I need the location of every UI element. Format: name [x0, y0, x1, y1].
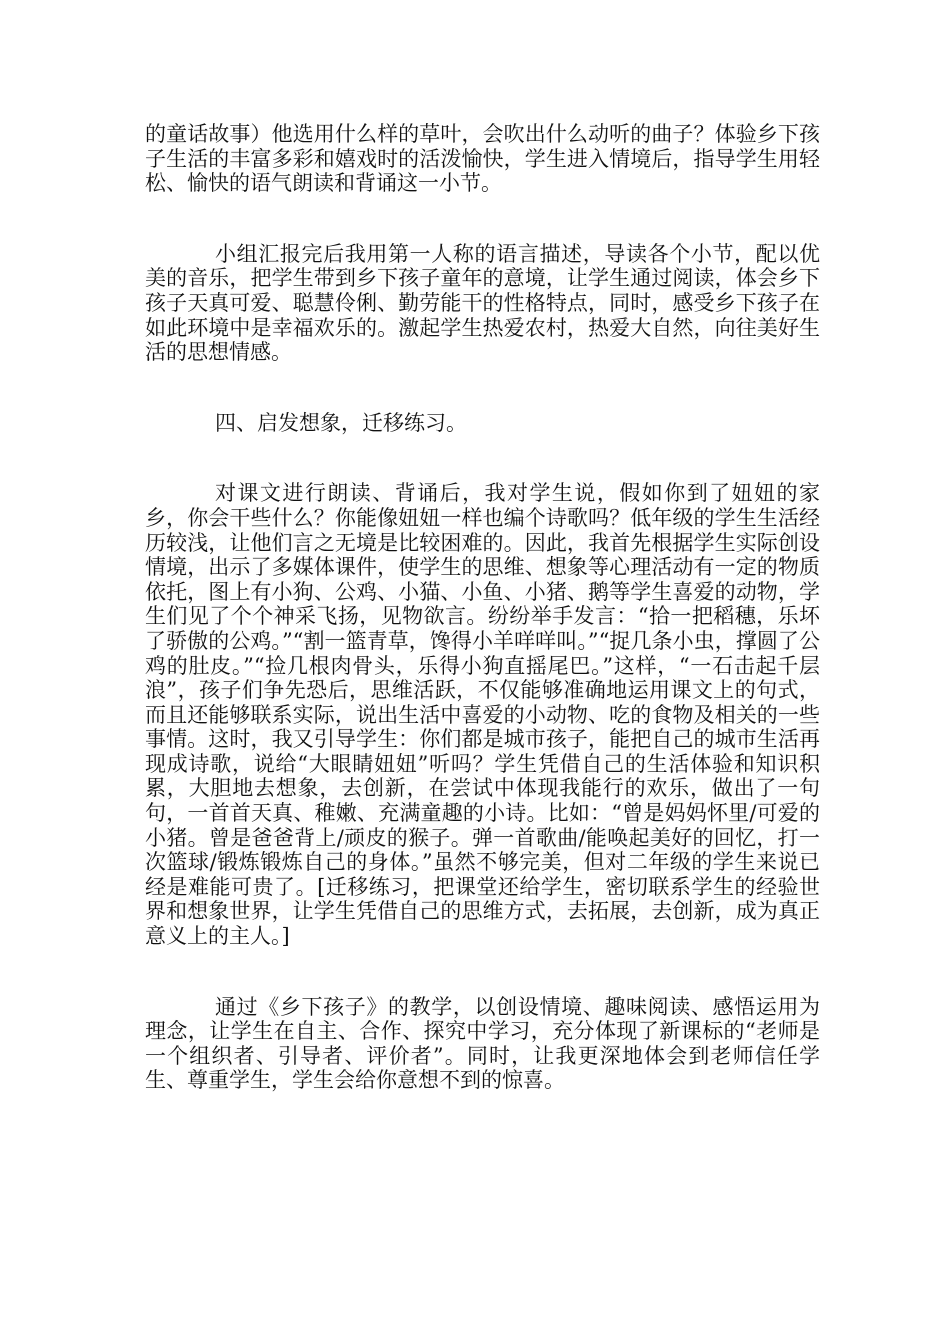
- document-body: [145, 122, 820, 1093]
- section-heading-four: 四、启发想象，迁移练习。: [215, 410, 467, 435]
- paragraph-spacer: [145, 196, 820, 242]
- paragraph-transfer-practice: 对课文进行朗读、背诵后，我对学生说，假如你到了妞妞的家乡，你会干些什么？你能像妞妞一样也编个诗歌吗？低年级的学生生活经历较浅，让他们言之无境是比较困难的。因此，我首先根据学生实际创设情境，出示了多媒体课件，使学生的思维、想象等心理活动有一定的物质依托，图上有小狗、公鸡、小猫、小鱼、小猪、鹅等学生喜爱的动物，学生们见了个个神采飞扬，见物欲言。纷纷举手发言：“拾一把稻穗，乐坏了骄傲的公鸡。”“割一篮青草，馋得小羊咩咩叫。”“捉几条小虫，撑圆了公鸡的肚皮。”“捡几根肉骨头，乐得小狗直摇尾巴。”这样，“一石击起千层浪”，孩子们争先恐后，思维活跃，不仅能够准确地运用课文上的句式，而且还能够联系实际，说出生活中喜爱的小动物、吃的食物及相关的一些事情。这时，我又引导学生：你们都是城市孩子，能把自己的城市生活再现成诗歌，说给“大眼睛妞妞”听吗？学生凭借自己的生活体验和知识积累，大胆地去想象，去创新，在尝试中体现我能行的欢乐，做出了一句句，一首首天真、稚嫩、充满童趣的小诗。比如：“曾是妈妈怀里/可爱的小猪。曾是爸爸背上/顽皮的猴子。弹一首歌曲/能唤起美好的回忆，打一次篮球/锻炼锻炼自己的身体。”虽然不够完美，但对二年级的学生来说已经是难能可贵了。[迁移练习，把课堂还给学生，密切联系学生的经验世界和想象世界，让学生凭借自己的思维方式，去拓展，去创新，成为真正意义上的主人。]: [145, 481, 820, 949]
- paragraph-story-continuation: 的童话故事）他选用什么样的草叶，会吹出什么动听的曲子？体验乡下孩子生活的丰富多彩和嬉戏时的活泼愉快，学生进入情境后，指导学生用轻松、愉快的语气朗读和背诵这一小节。: [145, 122, 820, 196]
- paragraph-spacer: [145, 435, 820, 481]
- paragraph-group-report: 小组汇报完后我用第一人称的语言描述，导读各个小节，配以优美的音乐，把学生带到乡下孩子童年的意境，让学生通过阅读，体会乡下孩子天真可爱、聪慧伶俐、勤劳能干的性格特点，同时，感受乡下孩子在如此环境中是幸福欢乐的。激起学生热爱农村，热爱大自然，向往美好生活的思想情感。: [145, 241, 820, 365]
- paragraph-conclusion: 通过《乡下孩子》的教学，以创设情境、趣味阅读、感悟运用为理念，让学生在自主、合作、探究中学习，充分体现了新课标的“老师是一个组织者、引导者、评价者”。同时，让我更深地体会到老师信任学生、尊重学生，学生会给你意想不到的惊喜。: [145, 994, 820, 1093]
- paragraph-spacer: [145, 365, 820, 411]
- paragraph-spacer: [145, 949, 820, 995]
